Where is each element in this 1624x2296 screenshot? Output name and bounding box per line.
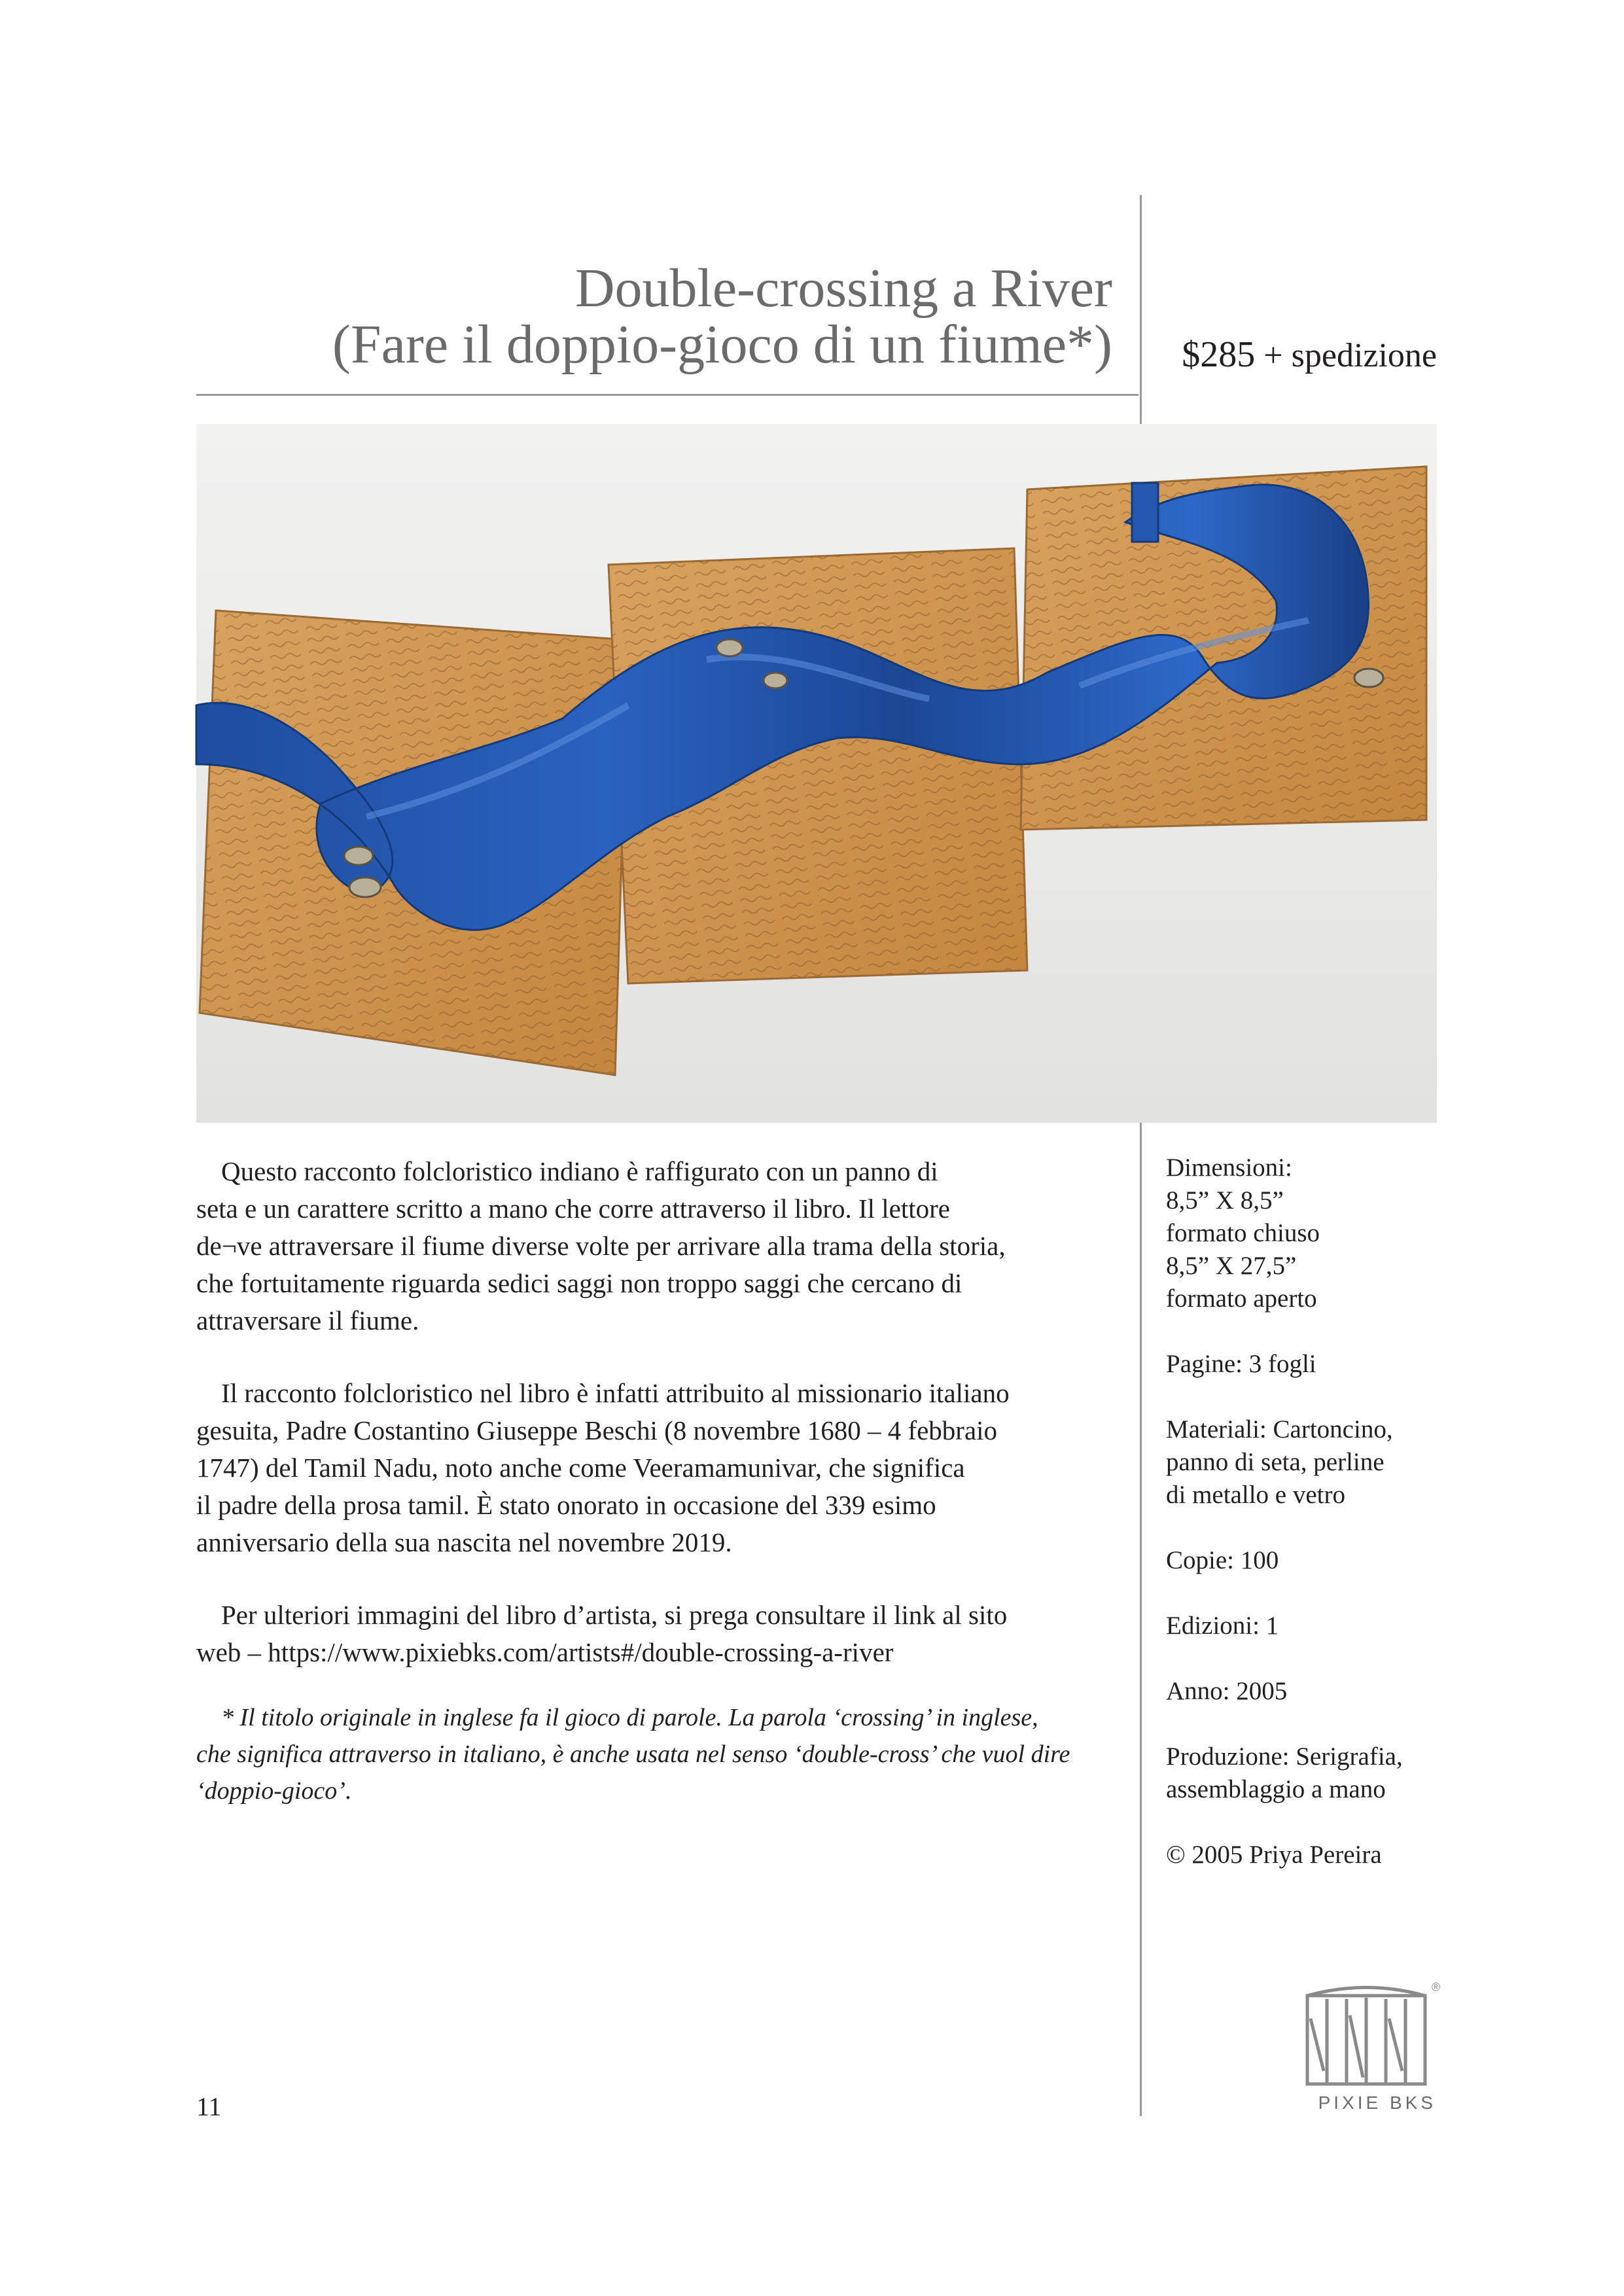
spec-line: 8,5” X 27,5” (1166, 1252, 1297, 1280)
footnote-line: * Il titolo originale in inglese fa il gioco di parole. La parola ‘crossing’ in inglese, (221, 1704, 1038, 1731)
artwork-photo (196, 424, 1437, 1123)
spec-line: formato aperto (1166, 1284, 1317, 1313)
price-suffix: + spedizione (1255, 337, 1437, 374)
text-line: seta e un carattere scritto a mano che corre attraverso il libro. Il lettore (196, 1193, 951, 1224)
text-line: che fortuitamente riguarda sedici saggi non troppo saggi che cercano di (196, 1268, 962, 1298)
registered-mark: ® (1432, 1981, 1441, 1994)
paragraph-2 (196, 1375, 1112, 1561)
spec-materials (1166, 1413, 1437, 1511)
spec-dimensions (1166, 1152, 1437, 1315)
spec-line: 8,5” X 8,5” (1166, 1186, 1284, 1214)
page-number: 11 (196, 2092, 222, 2121)
spec-line: formato chiuso (1166, 1219, 1320, 1247)
text-line: de¬ve attraversare il fiume diverse volte per arrivare alla trama della storia, (196, 1231, 1006, 1261)
footnote (196, 1699, 1112, 1809)
footnote-line: ‘doppio-gioco’. (196, 1777, 352, 1805)
logo-text: PIXIE BKS (1318, 2093, 1436, 2113)
spec-line: Dimensioni: (1166, 1154, 1292, 1182)
price (1156, 335, 1437, 376)
text-line: attraversare il fiume. (196, 1305, 419, 1335)
spec-pages (1166, 1348, 1437, 1381)
spec-line: Copie: 100 (1166, 1546, 1279, 1574)
text-line: Il racconto folcloristico nel libro è infatti attribuito al missionario italiano (221, 1378, 1010, 1408)
title-italian: (Fare il doppio-gioco di un fiume*) (332, 314, 1112, 375)
footnote-line: che significa attraverso in italiano, è anche usata nel senso ‘double-cross’ che vuol dire (196, 1740, 1070, 1768)
text-line: 1747) del Tamil Nadu, noto anche come Veeramamunivar, che significa (196, 1453, 965, 1483)
specs-sidebar (1166, 1152, 1437, 1904)
text-line: il padre della prosa tamil. È stato onorato in occasione del 339 esimo (196, 1490, 936, 1520)
website-link[interactable]: web – https://www.pixiebks.com/artists#/double-crossing-a-river (196, 1637, 894, 1667)
spec-line: Pagine: 3 fogli (1166, 1350, 1316, 1378)
description (196, 1153, 1112, 1706)
text-line: Per ulteriori immagini del libro d’artista, si prega consultare il link al sito (221, 1600, 1008, 1630)
spec-line: Anno: 2005 (1166, 1677, 1288, 1705)
text-line: anniversario della sua nascita nel novembre 2019. (196, 1527, 732, 1557)
spec-line: Materiali: Cartoncino, (1166, 1415, 1393, 1443)
text-line: gesuita, Padre Costantino Giuseppe Beschi (8 novembre 1680 – 4 febbraio (196, 1415, 998, 1445)
spec-line: di metallo e vetro (1166, 1481, 1345, 1509)
text-line: Questo racconto folcloristico indiano è raffigurato con un panno di (221, 1156, 938, 1186)
paragraph-3 (196, 1597, 1112, 1671)
spec-line: © 2005 Priya Pereira (1166, 1841, 1382, 1869)
spec-production (1166, 1740, 1437, 1806)
spec-line: panno di seta, perline (1166, 1448, 1385, 1476)
spec-year (1166, 1675, 1437, 1708)
page-title (196, 260, 1112, 373)
pixie-bks-logo-icon (1301, 1979, 1441, 2087)
spec-line: assemblaggio a mano (1166, 1775, 1386, 1803)
header-divider (196, 394, 1139, 396)
spec-line: Edizioni: 1 (1166, 1612, 1279, 1640)
spec-line: Produzione: Serigrafia, (1166, 1742, 1403, 1771)
paragraph-1 (196, 1153, 1112, 1339)
spec-copies (1166, 1544, 1437, 1577)
price-amount: $285 (1182, 334, 1256, 375)
title-english: Double-crossing a River (574, 258, 1112, 319)
spec-copyright (1166, 1839, 1437, 1871)
spec-editions (1166, 1610, 1437, 1642)
